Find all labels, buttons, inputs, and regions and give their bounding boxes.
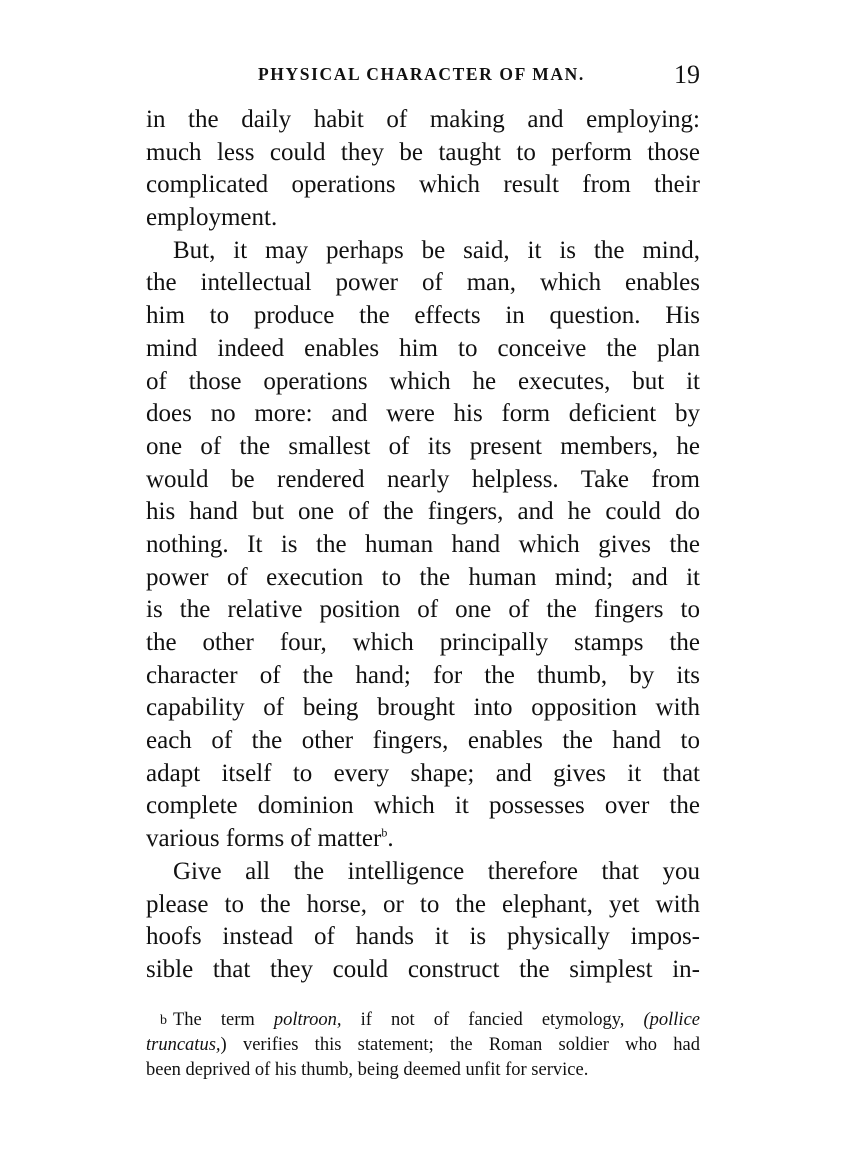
text-line: character of the hand; for the thumb, by its <box>146 661 700 689</box>
text-line: complete dominion which it possesses over the <box>146 792 700 820</box>
footnote-text: if not of fancied etymology, <box>341 1010 644 1030</box>
footnote <box>146 1008 700 1083</box>
text-line: is the relative position of one of the fingers to <box>146 596 700 624</box>
text-line-with-note <box>146 823 700 856</box>
text-line-content: various forms of matter <box>146 825 382 853</box>
text-line: nothing. It is the human hand which gives the <box>146 530 700 558</box>
text-line: power of execution to the human mind; and it <box>146 563 700 591</box>
text-line: the other four, which principally stamps the <box>146 629 700 656</box>
text-line: him to produce the effects in question. His <box>146 302 700 330</box>
footnote-line <box>146 1008 700 1033</box>
text-line: mind indeed enables him to conceive the plan <box>146 334 700 362</box>
sentence-end: . <box>387 825 394 853</box>
text-line: would be rendered nearly helpless. Take from <box>146 465 700 493</box>
text-line: much less could they be taught to perform those <box>146 138 700 166</box>
footnote-reference: b <box>381 825 388 840</box>
footnote-text: ) verifies this statement; the Roman soldier who had <box>220 1035 700 1055</box>
footnote-line: been deprived of his thumb, being deemed unfit for service. <box>146 1060 589 1080</box>
text-line: adapt itself to every shape; and gives it that <box>146 759 700 787</box>
text-line: capability of being brought into opposition with <box>146 694 700 722</box>
running-title: PHYSICAL CHARACTER OF MAN. <box>258 64 585 84</box>
text-line: the intellectual power of man, which enables <box>146 269 700 297</box>
footnote-text: The term <box>173 1010 274 1030</box>
text-line: hoofs instead of hands it is physically impos- <box>146 923 700 951</box>
text-line: does no more: and were his form deficient by <box>146 400 700 428</box>
footnote-mark: b <box>160 1013 167 1028</box>
text-line: employment. <box>146 204 278 232</box>
page-number: 19 <box>674 60 700 89</box>
text-line: of those operations which he executes, but it <box>146 367 700 395</box>
text-line: each of the other fingers, enables the hand to <box>146 727 700 755</box>
text-line: But, it may perhaps be said, it is the mind, <box>173 236 700 264</box>
footnote-italic-latin: truncatus, <box>146 1035 221 1055</box>
footnote-italic-term: poltroon, <box>273 1010 342 1030</box>
footnote-line <box>146 1033 700 1058</box>
text-line: sible that they could construct the simplest in- <box>146 955 700 983</box>
text-line: one of the smallest of its present members, he <box>146 432 700 460</box>
text-line: in the daily habit of making and employing: <box>146 106 700 133</box>
text-line: complicated operations which result from their <box>146 171 700 199</box>
body-text <box>146 104 700 987</box>
text-line: please to the horse, or to the elephant, yet with <box>146 890 700 918</box>
text-line: his hand but one of the fingers, and he could do <box>146 498 700 526</box>
text-line: Give all the intelligence therefore that you <box>173 857 700 885</box>
footnote-italic-latin: (pollice <box>643 1010 700 1030</box>
running-head <box>146 62 700 94</box>
